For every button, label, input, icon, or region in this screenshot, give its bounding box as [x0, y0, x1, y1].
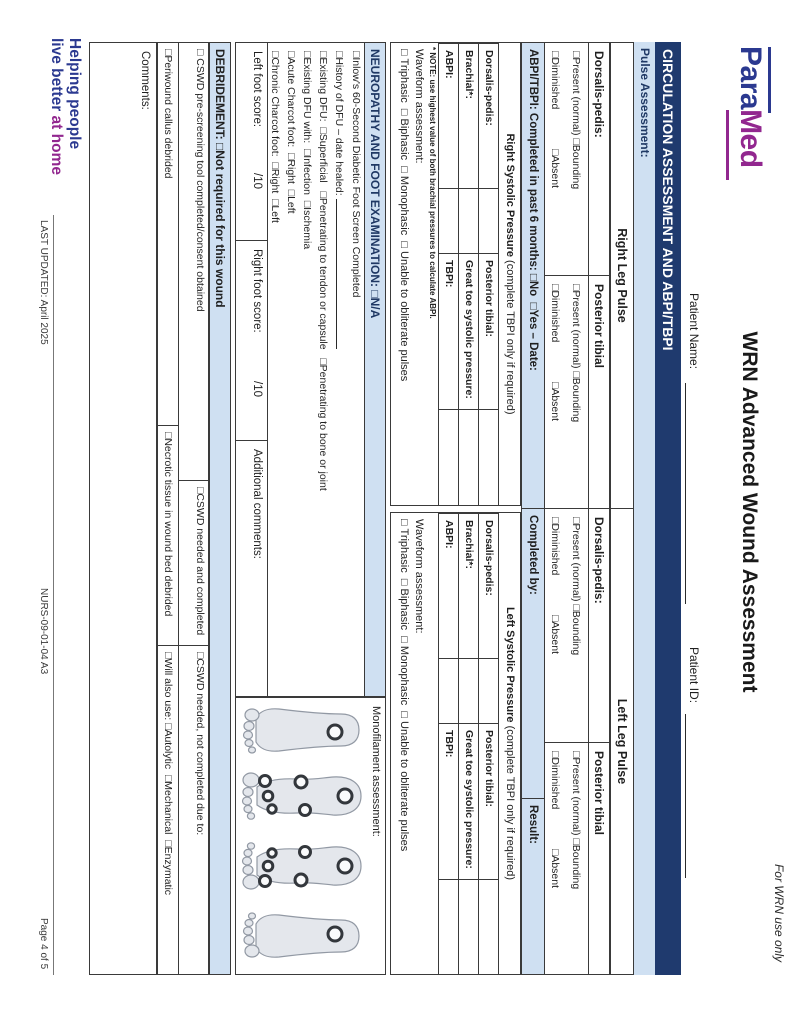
left-foot-score-label: Left foot score: [251, 51, 263, 128]
item-existing-dfu: □Existing DFU: □Superficial □Penetrating to tendon or capsule □Penetrating to bone or joint [317, 51, 329, 491]
l-posterior-label: Posterior tibial: [483, 730, 495, 808]
form-title: WRN Advanced Wound Assessment [738, 331, 761, 693]
pulse-col3-label: Dorsalis-pedis: [592, 517, 606, 604]
monofilament-box [235, 697, 386, 975]
debridement-section-bar [209, 42, 231, 975]
r-posterior-label: Posterior tibial: [483, 260, 495, 338]
r-greattoe-label: Great toe systolic pressure: [463, 260, 475, 399]
circulation-section-title: CIRCULATION ASSESSMENT AND ABPI/TBPI [660, 49, 676, 351]
tagline-line1: Helping people [66, 38, 83, 150]
pulse-col1-label-cell [588, 42, 610, 276]
pulse-col2-line2b: □Absent [549, 382, 561, 422]
neuropathy-section-title: NEUROPATHY AND FOOT EXAMINATION: □N/A [368, 49, 382, 319]
r-abpi-label: ABPI: [443, 50, 455, 79]
pulse-col3-line2a: □Diminished [549, 517, 561, 576]
right-foot-score-label: Right foot score: [251, 249, 263, 333]
debridement-section-title: DEBRIDEMENT: □Not required for this wound [213, 49, 227, 308]
pulse-col4-line2b: □Absent [549, 849, 561, 889]
pulse-col4-label: Posterior tibial [592, 751, 606, 836]
patient-name-line [685, 383, 686, 604]
cswd-completed-cell [178, 480, 209, 646]
tagline [47, 38, 83, 175]
neuropathy-section-bar [364, 42, 386, 697]
necrotic-text: □Necrotic tissue in wound bed debrided [162, 432, 174, 617]
pulse-col4-line1: □Present (normal) □Bounding [570, 751, 582, 890]
footer-divider [53, 215, 54, 975]
pulse-col2-line1: □Present (normal) □Bounding [570, 284, 582, 423]
pulse-col3-label-cell [588, 508, 610, 743]
left-systolic-header: Left Systolic Pressure [504, 606, 516, 723]
abpi-bar-completed-by: Completed by: [527, 515, 539, 595]
history-dfu-line [336, 199, 348, 349]
right-leg-pulse-header: Right Leg Pulse [615, 228, 629, 323]
patient-id-label: Patient ID: [687, 647, 701, 704]
l-waveform-label: Waveform assessment: [413, 519, 425, 634]
l-greattoe-label: Great toe systolic pressure: [463, 730, 475, 869]
left-foot-score-value: /10 [251, 173, 263, 189]
r-brachial-value [458, 188, 479, 254]
right-foot-score-cell [235, 240, 268, 441]
pulse-assessment-bar [634, 42, 655, 975]
left-leg-pulse-header-cell [610, 508, 634, 975]
pulse-col4-line2a: □Diminished [549, 751, 561, 810]
pulse-col1-line2a: □Diminished [549, 51, 561, 110]
right-systolic-panel [390, 42, 521, 506]
pulse-col1-line2b: □Absent [549, 149, 561, 189]
l-dorsalis-value [478, 658, 499, 724]
pulse-col2-options-cell [544, 275, 589, 509]
circulation-section-bar [655, 42, 681, 975]
pulse-col2-label: Posterior tibial [592, 284, 606, 369]
l-tbpi-value [438, 879, 459, 975]
pulse-col4-label-cell [588, 742, 610, 975]
patient-name-label: Patient Name: [687, 293, 701, 370]
abpi-bar-result-cell [521, 798, 545, 975]
pulse-col3-line1: □Present (normal) □Bounding [570, 517, 582, 656]
footer-last-updated: LAST UPDATED: April 2025 [38, 220, 49, 345]
l-abpi-value [438, 658, 459, 724]
tagline-line2b: at home [48, 115, 65, 175]
footer-form-number: NURS-09-01-04 A3 [38, 588, 49, 675]
r-dorsalis-label: Dorsalis-pedis: [483, 50, 495, 126]
r-greattoe-value [458, 409, 479, 506]
cswd-prescreen-text: □ CSWD pre-screening tool completed/consent obtained [194, 49, 206, 312]
l-brachial-label: Brachial*: [463, 520, 475, 570]
logo-part-med: Med [734, 109, 767, 168]
periwound-cell [157, 42, 179, 426]
r-brachial-label: Brachial*: [463, 50, 475, 100]
right-systolic-header-rest: (complete TBPI only if required) [504, 256, 516, 415]
pulse-col2-line2a: □Diminished [549, 284, 561, 343]
logo-overline [768, 47, 771, 113]
r-dorsalis-value [478, 188, 499, 254]
necrotic-cell [157, 425, 179, 646]
r-tbpi-value [438, 409, 459, 506]
comments-label: Comments: [139, 51, 151, 110]
item-acute-charcot: □Acute Charcot foot: □Right □Left [285, 51, 297, 214]
l-posterior-value [478, 879, 499, 975]
abpi-bar-main-cell [521, 42, 545, 509]
left-leg-pulse-header: Left Leg Pulse [615, 698, 629, 785]
neuropathy-checklist [268, 42, 364, 697]
cswd-prescreen-cell [178, 42, 209, 481]
l-waveform-options: □ Triphasic □ Biphasic □ Monophasic □ Unable to obliterate pulses [398, 519, 410, 852]
l-greattoe-value [458, 879, 479, 975]
pulse-col3-line2b: □Absent [549, 615, 561, 655]
pulse-assessment-label: Pulse Assessment: [638, 48, 652, 158]
r-posterior-value [478, 409, 499, 506]
monofilament-label: Monofilament assessment: [370, 706, 382, 837]
left-foot-score-cell [235, 42, 268, 241]
footer-page-number: Page 4 of 5 [38, 918, 49, 970]
right-systolic-header: Right Systolic Pressure [504, 133, 516, 257]
l-dorsalis-label: Dorsalis-pedis: [483, 520, 495, 596]
right-foot-score-value: /10 [251, 381, 263, 397]
cswd-not-completed-text: □CSWD needed, not completed due to: [194, 652, 206, 836]
item-inlows: □Inlow's 60-Second Diabetic Foot Screen Completed [350, 51, 362, 298]
logo-underline [726, 110, 729, 180]
left-systolic-panel [390, 512, 521, 975]
additional-comments-label: Additional comments: [251, 449, 263, 559]
patient-id-line [685, 714, 686, 878]
item-chronic-charcot: □Chronic Charcot foot: □Right □Left [269, 51, 281, 223]
will-also-use-cell [157, 645, 179, 975]
item-existing-dfu-with: □Existing DFU with: □Infection □Ischemia [301, 51, 313, 250]
abpi-bar-completed-cell [521, 508, 545, 799]
cswd-completed-text: □CSWD needed and completed [194, 487, 206, 636]
pulse-col1-label: Dorsalis-pedis: [592, 51, 606, 138]
left-systolic-header-rest: (complete TBPI only if required) [504, 722, 516, 881]
comments-box [89, 42, 157, 975]
pulse-col1-line1: □Present (normal) □Bounding [570, 51, 582, 190]
additional-comments-cell [235, 440, 268, 697]
pulse-col1-options-cell [544, 42, 589, 276]
abpi-bar-main: ABPI/TBPI: Completed in past 6 months: □No □Yes – Date: [527, 49, 539, 371]
tagline-line2a: live better [48, 38, 65, 116]
periwound-text: □Periwound callus debrided [162, 49, 174, 179]
pulse-col4-options-cell [544, 742, 589, 975]
l-brachial-value [458, 658, 479, 724]
r-abpi-value [438, 188, 459, 254]
right-leg-pulse-header-cell [610, 42, 634, 509]
pulse-col2-label-cell [588, 275, 610, 509]
r-tbpi-label: TBPI: [443, 260, 455, 288]
pulse-col3-options-cell [544, 508, 589, 743]
r-waveform-options: □ Triphasic □ Biphasic □ Monophasic □ Unable to obliterate pulses [398, 49, 410, 382]
r-note: * NOTE: use highest value of both brachial pressures to calculate ABPI. [428, 47, 437, 319]
item-history-dfu: □History of DFU – date healed: [333, 51, 345, 199]
abpi-bar-result: Result: [527, 805, 539, 844]
l-abpi-label: ABPI: [443, 520, 455, 549]
will-also-use-text: □Will also use: □Autolytic □Mechanical □Enzymatic [162, 652, 174, 896]
logo-part-para: Para [734, 46, 767, 110]
r-waveform-label: Waveform assessment: [413, 49, 425, 164]
feet-diagram [236, 698, 365, 974]
l-tbpi-label: TBPI: [443, 730, 455, 758]
cswd-not-completed-cell [178, 645, 209, 975]
for-wrn-use-only: For WRN use only [772, 863, 786, 962]
